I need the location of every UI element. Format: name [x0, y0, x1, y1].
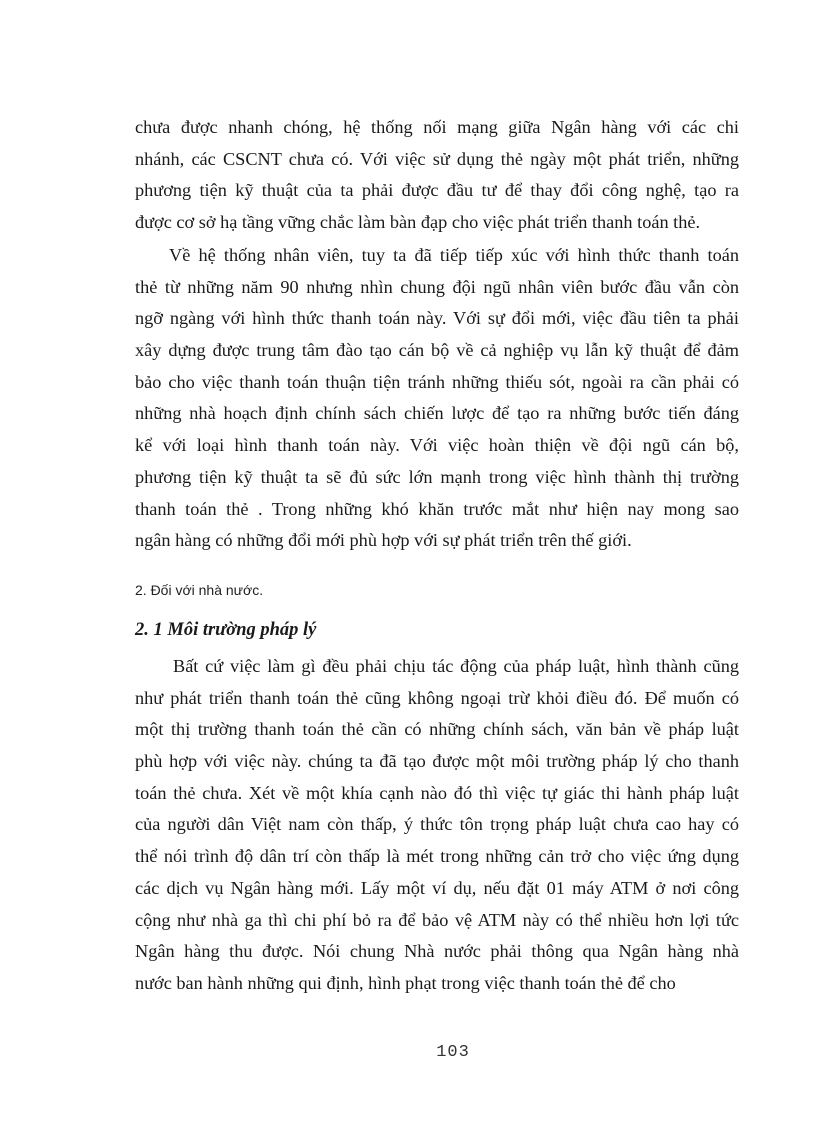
paragraph-2	[135, 240, 739, 557]
paragraph-line: chưa được nhanh chóng, hệ thống nối mạng giữa Ngân hàng với các chi	[135, 117, 739, 137]
paragraph-line: Ngân hàng thu được. Nói chung Nhà nước phải thông qua Ngân hàng nhà	[135, 941, 739, 962]
paragraph-line: xây dựng được trung tâm đào tạo cán bộ về cả nghiệp vụ lẫn kỹ thuật để đảm	[135, 340, 739, 361]
paragraph-line: như phát triển thanh toán thẻ cũng không ngoại trừ khỏi điều đó. Để muốn có	[135, 687, 739, 708]
paragraph-line: thẻ từ những năm 90 nhưng nhìn chung đội ngũ nhân viên bước đầu vẫn còn	[135, 276, 739, 297]
paragraph-line: bảo cho việc thanh toán thuận tiện tránh những thiếu sót, ngoài ra cần phải có	[135, 371, 739, 392]
paragraph-line: nước ban hành những qui định, hình phạt trong việc thanh toán thẻ để cho	[135, 972, 676, 993]
paragraph-line: kể với loại hình thanh toán này. Với việc hoàn thiện về đội ngũ cán bộ,	[135, 435, 739, 456]
paragraph-1	[135, 112, 739, 239]
section-heading: 2. Đối với nhà nước.	[135, 582, 264, 598]
paragraph-line: thể nói trình độ dân trí còn thấp là mét trong những cản trở cho việc ứng dụng	[135, 846, 739, 867]
paragraph-line: Bất cứ việc làm gì đều phải chịu tác động của pháp luật, hình thành cũng	[173, 656, 739, 676]
paragraph-line: toán thẻ chưa. Xét về một khía cạnh nào đó thì việc tự giác thi hành pháp luật	[135, 782, 739, 803]
paragraph-line: một thị trường thanh toán thẻ cần có những chính sách, văn bản về pháp luật	[135, 719, 739, 740]
paragraph-line: Về hệ thống nhân viên, tuy ta đã tiếp tiếp xúc với hình thức thanh toán	[169, 245, 739, 265]
subsection-title: 2. 1 Môi trường pháp lý	[135, 620, 317, 640]
paragraph-line: cộng như nhà ga thì chi phí bỏ ra để bảo vệ ATM này có thể nhiều hơn lợi tức	[135, 909, 739, 930]
paragraph-line: phương tiện kỹ thuật của ta phải được đầu tư để thay đổi công nghệ, tạo ra	[135, 180, 739, 201]
paragraph-line: thanh toán thẻ . Trong những khó khăn trước mắt như hiện nay mong sao	[135, 498, 739, 519]
paragraph-line: nhánh, các CSCNT chưa có. Với việc sử dụng thẻ ngày một phát triển, những	[135, 148, 739, 169]
paragraph-line: những nhà hoạch định chính sách chiến lược để tạo ra những bước tiến đáng	[135, 403, 739, 424]
paragraph-line: phù hợp với việc này. chúng ta đã tạo được một môi trường pháp lý cho thanh	[135, 751, 739, 772]
paragraph-line: của người dân Việt nam còn thấp, ý thức tôn trọng pháp luật chưa cao hay có	[135, 814, 739, 835]
paragraph-3	[135, 651, 739, 1000]
paragraph-line: các dịch vụ Ngân hàng mới. Lấy một ví dụ, nếu đặt 01 máy ATM ở nơi công	[135, 877, 739, 898]
paragraph-line: phương tiện kỹ thuật ta sẽ đủ sức lớn mạnh trong việc hình thành thị trường	[135, 466, 739, 487]
paragraph-line: ngân hàng có những đổi mới phù hợp với sự phát triển trên thế giới.	[135, 530, 632, 551]
paragraph-line: ngỡ ngàng với hình thức thanh toán này. Với sự đổi mới, việc đầu tiên ta phải	[135, 308, 739, 329]
paragraph-line: được cơ sở hạ tầng vững chắc làm bàn đạp cho việc phát triển thanh toán thẻ.	[135, 212, 701, 233]
page-number: 103	[436, 1043, 470, 1062]
